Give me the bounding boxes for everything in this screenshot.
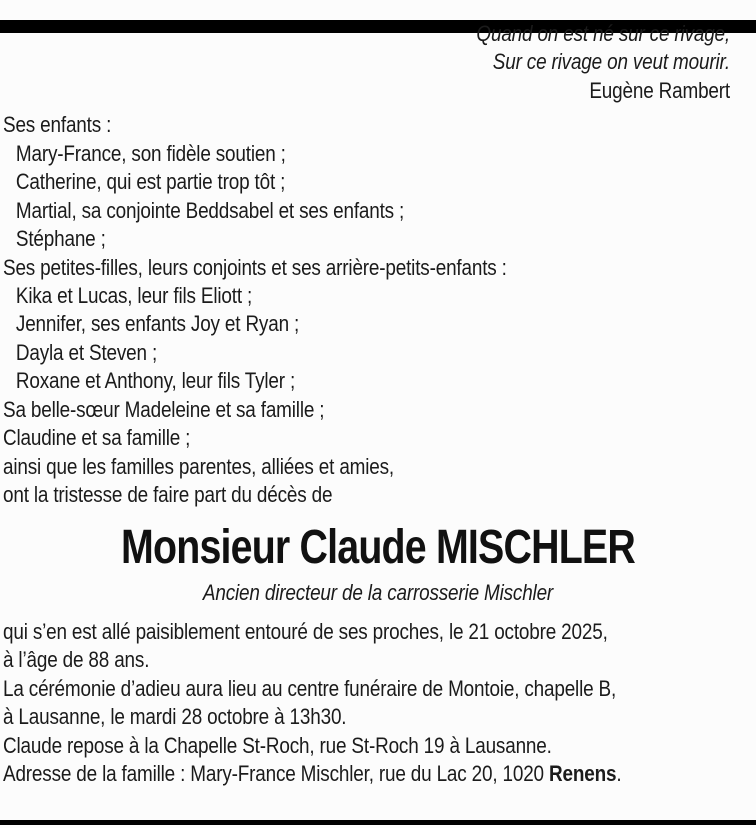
family-line: Dayla et Steven ; xyxy=(15,339,158,365)
epigraph-line-2: Sur ce rivage on veut mourir. xyxy=(492,49,730,75)
epigraph-line-1: Quand on est né sur ce rivage, xyxy=(476,21,730,46)
family-line: Claudine et sa famille ; xyxy=(3,425,191,451)
death-notice-page xyxy=(0,20,756,789)
deceased-role: Ancien directeur de la carrosserie Mischler xyxy=(202,580,554,606)
family-line: Sa belle-sœur Madeleine et sa famille ; xyxy=(3,396,325,422)
detail-line: à l’âge de 88 ans. xyxy=(3,647,150,673)
detail-line: à Lausanne, le mardi 28 octobre à 13h30. xyxy=(3,704,347,730)
family-list xyxy=(0,111,756,509)
family-address-line xyxy=(3,760,651,788)
family-line: Roxane et Anthony, leur fils Tyler ; xyxy=(15,368,296,394)
family-line: Ses petites-filles, leurs conjoints et ses arrière-petits-enfants : xyxy=(3,254,507,280)
deceased-name: Monsieur Claude MISCHLER xyxy=(121,521,635,575)
family-line: Ses enfants : xyxy=(3,112,112,138)
details xyxy=(0,618,756,789)
family-line: Kika et Lucas, leur fils Eliott ; xyxy=(15,282,253,308)
family-line: ainsi que les familles parentes, alliées et amies, xyxy=(3,453,395,479)
address-city: Renens xyxy=(549,761,617,787)
detail-line: Claude repose à la Chapelle St-Roch, rue St-Roch 19 à Lausanne. xyxy=(3,732,552,758)
epigraph xyxy=(0,20,756,105)
family-line: Mary-France, son fidèle soutien ; xyxy=(15,140,286,166)
detail-line: qui s’en est allé paisiblement entouré de ses proches, le 21 octobre 2025, xyxy=(3,618,608,644)
address-suffix: . xyxy=(616,761,622,787)
family-line: Catherine, qui est partie trop tôt ; xyxy=(15,169,286,195)
family-line: Stéphane ; xyxy=(15,226,106,252)
family-line: ont la tristesse de faire part du décès de xyxy=(3,482,333,507)
epigraph-author: Eugène Rambert xyxy=(589,77,730,103)
detail-line: La cérémonie d’adieu aura lieu au centre funéraire de Montoie, chapelle B, xyxy=(3,675,617,701)
bottom-border-bar xyxy=(0,820,756,825)
family-line: Martial, sa conjointe Beddsabel et ses enfants ; xyxy=(15,197,405,223)
address-prefix: Adresse de la famille : Mary-France Mischler, rue du Lac 20, 1020 xyxy=(3,761,550,787)
family-line: Jennifer, ses enfants Joy et Ryan ; xyxy=(15,311,300,337)
